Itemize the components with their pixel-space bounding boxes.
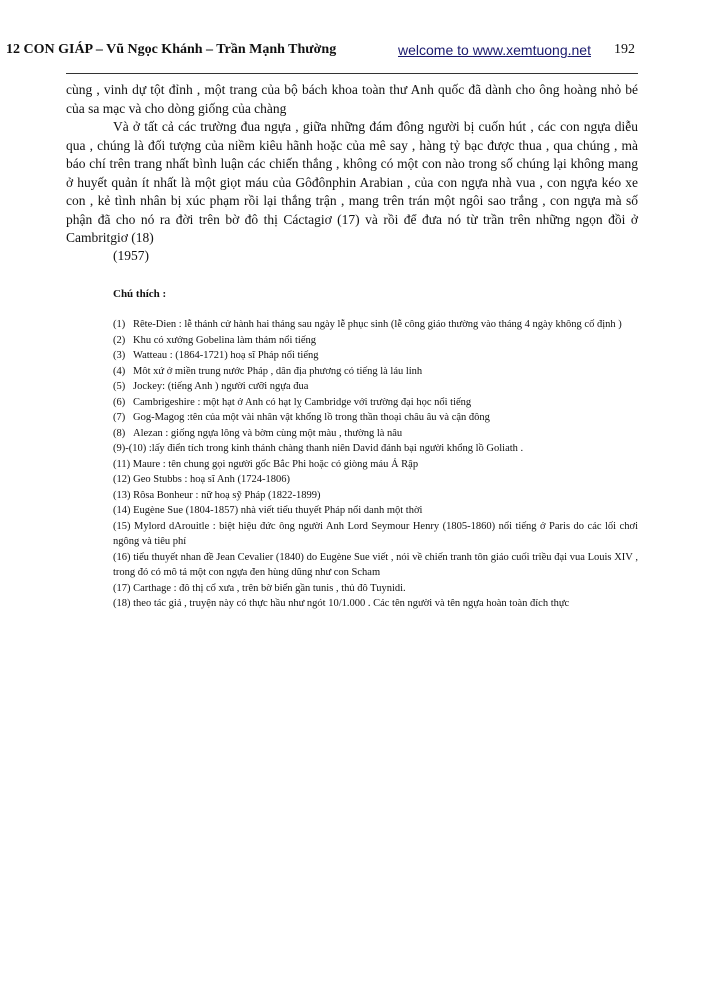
note-item: [113, 379, 638, 395]
notes-list: [113, 317, 638, 612]
note-number: (7): [113, 412, 126, 423]
note-number: (4): [113, 365, 126, 377]
body-text: [66, 81, 638, 248]
note-item: (17) Carthage : đô thị cổ xưa , trên bờ biển gần tunis , thủ đô Tuynidi.: [113, 582, 406, 594]
note-item: [113, 333, 638, 349]
note-text: Rête-Dien : lễ thánh cử hành hai tháng sau ngày lễ phục sinh (lễ công giáo thường vào tháng 4 ngày không cố định ): [133, 319, 622, 330]
year: (1957): [113, 248, 149, 263]
note-item: (15) Mylord dArouitle : biệt hiệu đức ông người Anh Lord Seymour Henry (1805-1860) nổi tiếng ở Paris do các lối chơi ngông và tiêu phí: [113, 520, 638, 547]
note-item: (16) tiểu thuyết nhan đề Jean Cevalier (1840) do Eugène Sue viết , nói về chiến tranh tôn giáo cuối triều đại vua Louis XIV , trong đó có mô tả một con ngựa đen hùng dũng như con Scham: [113, 551, 638, 578]
header-title: 12 CON GIÁP – Vũ Ngọc Khánh – Trần Mạnh Thường: [6, 42, 337, 57]
note-item: (18) theo tác giả , truyện này có thực hầu như ngót 10/1.000 . Các tên người và tên ngựa hoàn toàn đích thực: [113, 598, 570, 609]
paragraph-continued: cùng , vinh dự tột đỉnh , một trang của bộ bách khoa toàn thư Anh quốc đã dành cho ông hoàng nhỏ bé của sa mạc và cho dòng giống của chàng: [66, 82, 638, 116]
note-item: [113, 426, 638, 442]
note-item: (12) Geo Stubbs : hoạ sĩ Anh (1724-1806): [113, 474, 291, 485]
paragraph: Và ở tất cả các trường đua ngựa , giữa những đám đông người bị cuốn hút , các con ngựa diễu qua , chúng là đối tượng của niềm kiêu hãnh hoặc của mê say , hàng tỷ bạc được thua , qua chúng , mà báo chí trên trang nhất bình luận các chiến thắng , không có một con nào trong số chúng lại không mang ở huyết quản ít nhất là một giọt máu của Gôđônphin Arabian , của con ngựa nhà vua , con ngựa kéo xe con , kẻ tình nhân bị xúc phạm rồi lại thắng trận , mang trên trán một ngôi sao trắng , con ngựa mà số phận đã cho nó ra đời trên bờ đô thị Cáctagiơ (17) và rồi để đưa nó từ trần trên những ngọn đồi ở Cambritgiơ (18): [66, 119, 638, 245]
note-item: (14) Eugène Sue (1804-1857) nhà viết tiểu thuyết Pháp nổi danh một thời: [113, 505, 423, 516]
header-site-link[interactable]: welcome to www.xemtuong.net: [398, 42, 591, 58]
page-number: 192: [614, 42, 635, 57]
header-divider: [66, 73, 638, 74]
note-number: (5): [113, 381, 126, 392]
note-item: [113, 410, 638, 426]
note-item: [113, 395, 638, 411]
note-item: [113, 364, 638, 380]
note-item: (13) Rôsa Bonheur : nữ hoạ sỹ Pháp (1822-1899): [113, 489, 321, 501]
note-text: Gog-Magog :tên của một vài nhân vật khổng lồ trong thần thoại châu âu và cận đông: [133, 412, 490, 423]
note-item: [113, 317, 638, 333]
note-text: Alezan : giống ngựa lông và bờm cùng một màu , thường là nâu: [133, 427, 403, 439]
note-item: [113, 348, 638, 364]
note-text: Môt xứ ở miền trung nước Pháp , dân địa phương có tiếng là láu lỉnh: [133, 365, 423, 377]
note-number: (8): [113, 427, 126, 439]
note-text: Jockey: (tiếng Anh ) người cưỡi ngựa đua: [133, 381, 309, 392]
note-text: Khu có xưởng Gobelina làm thảm nổi tiếng: [133, 334, 317, 346]
note-number: (3): [113, 350, 126, 361]
note-text: Watteau : (1864-1721) hoạ sĩ Pháp nổi tiếng: [133, 350, 319, 361]
notes-heading: Chú thích :: [113, 288, 167, 300]
note-text: Cambrigeshire : một hạt ở Anh có hạt lỵ Cambridge với trường đại học nổi tiếng: [133, 396, 472, 408]
note-number: (2): [113, 334, 126, 346]
note-number: (6): [113, 396, 126, 408]
note-number: (1): [113, 319, 126, 330]
note-item: (9)-(10) :lấy điển tích trong kinh thánh chàng thanh niên David đánh bại người khổng lồ Goliath .: [113, 443, 524, 454]
note-item: (11) Maure : tên chung gọi người gốc Bắc Phi hoặc có giòng máu Ả Rập: [113, 458, 419, 470]
